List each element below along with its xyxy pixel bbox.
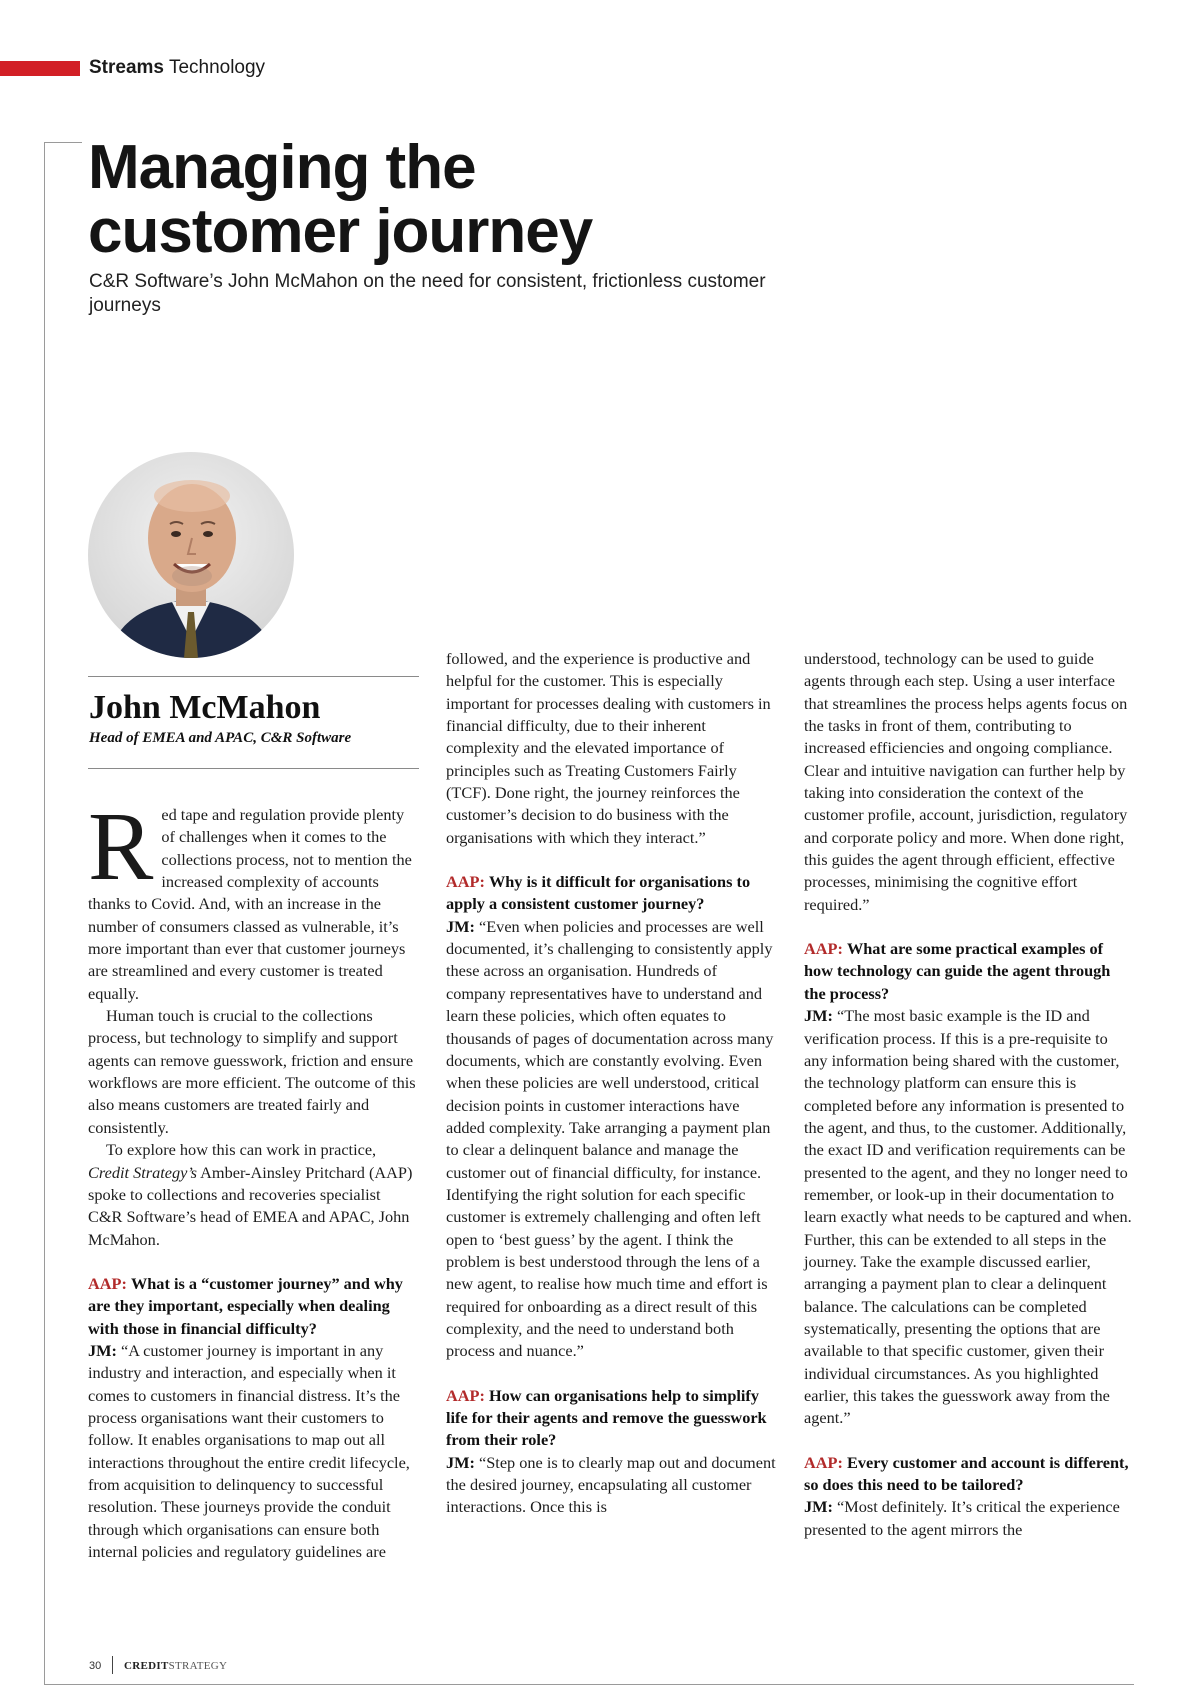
frame-line-bottom bbox=[44, 1684, 1134, 1685]
answer bbox=[446, 916, 776, 1363]
frame-line-top bbox=[44, 142, 82, 143]
answer: followed, and the experience is productive and helpful for the customer. This is especially important for processes dealing with customers in financial difficulty, due to their inherent complexity and the elevated importance of principles such as Treating Customers Fairly (TCF). Done right, the journey reinforces the customer’s decision to do business with the organisations with which they interact.” bbox=[446, 649, 771, 847]
article-headline bbox=[88, 133, 593, 266]
intro-text: ed tape and regulation provide plenty of challenges when it comes to the collections process, not to mention the increased complexity of accounts thanks to Covid. And, with an increase in the number of consumers classed as vulnerable, it’s more important than ever that customer journeys are streamlined and every customer is treated equally. bbox=[88, 805, 412, 1003]
question bbox=[446, 871, 776, 916]
section-label-bold: Streams bbox=[89, 57, 164, 78]
jm-label: JM: bbox=[446, 916, 475, 936]
aap-label: AAP: bbox=[804, 1452, 843, 1472]
portrait-illustration bbox=[88, 452, 294, 658]
drop-cap: R bbox=[88, 793, 154, 901]
question bbox=[804, 938, 1134, 1005]
page-number: 30 bbox=[89, 1660, 102, 1672]
footer-divider bbox=[112, 1656, 113, 1674]
bio-rule-top bbox=[88, 676, 419, 677]
intro-text: Amber-Ainsley Pritchard (AAP) spoke to collections and recoveries specialist C&R Software’s head of EMEA and APAC, John McMahon. bbox=[88, 1162, 413, 1249]
section-accent-bar bbox=[0, 61, 80, 76]
intro-text: To explore how this can work in practice, bbox=[106, 1140, 377, 1160]
jm-label: JM: bbox=[88, 1340, 117, 1360]
question-text: Every customer and account is different, so does this need to be tailored? bbox=[804, 1452, 1129, 1495]
answer: understood, technology can be used to guide agents through each step. Using a user interface that streamlines the process helps agents focus on the tasks in front of them, contributing to increased efficiencies and ongoing compliance. Clear and intuitive navigation can further help by taking into consideration the context of the customer profile, account, jurisdiction, regulatory and corporate policy and more. When done right, this guides the agent through efficient, effective processes, minimising the cognitive effort required.” bbox=[804, 649, 1128, 914]
question bbox=[446, 1385, 776, 1452]
column-3 bbox=[804, 648, 1134, 1541]
section-label-rest: Technology bbox=[168, 57, 266, 78]
aap-label: AAP: bbox=[446, 1385, 485, 1405]
magazine-footer-rest: STRATEGY bbox=[168, 1660, 228, 1672]
magazine-footer-logo bbox=[124, 1660, 227, 1672]
magazine-name: Credit Strategy’s bbox=[88, 1162, 197, 1182]
answer-text: “A customer journey is important in any industry and interaction, and especially when it comes to customers in financial distress. It’s the process organisations want their customers to follow. It enables organisations to map out all interactions throughout the entire credit lifecycle, from acquisition to delinquency to successful resolution. These journeys provide the conduit through which organisations can ensure both internal policies and regulatory guidelines are bbox=[88, 1340, 410, 1561]
frame-line-left bbox=[44, 142, 45, 1684]
answer-text: “The most basic example is the ID and verification process. If this is a pre-requisite to any information being shared with the customer, the technology platform can ensure this is completed before any information is presented to the agent, and thus, to the customer. Additionally, the exact ID and verification requirements can be presented to the agent, and they no longer need to remember, or look-up in their documentation to learn exactly what needs to be captured and when. Further, this can be extended to all steps in the journey. Take the example discussed earlier, arranging a payment plan to clear a delinquent balance. The calculations can be completed systematically, presenting the options that are available to that specific customer, given their individual circumstances. As you highlighted earlier, this takes the guesswork away from the agent.” bbox=[804, 1006, 1132, 1428]
answer-text: “Step one is to clearly map out and document the desired journey, encapsulating all customer interactions. Once this is bbox=[446, 1452, 776, 1517]
aap-label: AAP: bbox=[88, 1273, 127, 1293]
section-label bbox=[89, 57, 265, 79]
answer bbox=[804, 1496, 1134, 1541]
article-standfirst: C&R Software’s John McMahon on the need for consistent, frictionless customer journeys bbox=[89, 271, 766, 316]
aap-label: AAP: bbox=[446, 872, 485, 892]
question bbox=[804, 1452, 1134, 1497]
answer-text: “Even when policies and processes are well documented, it’s challenging to consistently apply these across an organisation. Hundreds of company representatives have to understand and learn these policies, which often equates to thousands of pages of documentation across many documents, which are constantly evolving. Even when these policies are well understood, critical decision points in customer interactions have added complexity. Take arranging a payment plan to clear a delinquent balance and manage the customer out of financial difficulty, for instance. Identifying the right solution for each specific customer is extremely challenging and often left open to ‘best guess’ by the agent. I think the problem is best understood through the lens of a new agent, to realise how much time and effort is required for onboarding as a direct result of this complexity, and the need to understand both process and nuance.” bbox=[446, 916, 774, 1361]
author-portrait bbox=[88, 452, 294, 658]
bio-rule-bottom bbox=[88, 768, 419, 769]
answer bbox=[804, 1005, 1134, 1430]
paragraph: Human touch is crucial to the collections process, but technology to simplify and support agents can remove guesswork, friction and ensure workflows are more efficient. The outcome of this also means customers are treated fairly and consistently. bbox=[88, 1006, 416, 1137]
jm-label: JM: bbox=[804, 1006, 833, 1026]
jm-label: JM: bbox=[804, 1497, 833, 1517]
bio-role: Head of EMEA and APAC, C&R Software bbox=[89, 730, 352, 746]
question bbox=[88, 1273, 418, 1340]
column-2 bbox=[446, 648, 776, 1519]
bio-name: John McMahon bbox=[89, 689, 321, 726]
answer-text: “Most definitely. It’s critical the experience presented to the agent mirrors the bbox=[804, 1497, 1120, 1539]
question-text: Why is it difficult for organisations to apply a consistent customer journey? bbox=[446, 872, 751, 914]
headline-line-2: customer journey bbox=[88, 197, 593, 266]
magazine-footer-bold: CREDIT bbox=[124, 1660, 169, 1672]
headline-line-1: Managing the bbox=[88, 133, 476, 202]
answer bbox=[88, 1340, 418, 1563]
aap-label: AAP: bbox=[804, 939, 843, 959]
jm-label: JM: bbox=[446, 1452, 475, 1472]
column-1 bbox=[88, 793, 418, 1563]
question-text: How can organisations help to simplify life for their agents and remove the guesswork from their role? bbox=[446, 1385, 767, 1450]
question-text: What is a “customer journey” and why are they important, especially when dealing with those in financial difficulty? bbox=[88, 1273, 403, 1338]
paragraph bbox=[88, 1139, 418, 1251]
question-text: What are some practical examples of how technology can guide the agent through the process? bbox=[804, 939, 1111, 1003]
paragraph bbox=[88, 793, 418, 1005]
answer bbox=[446, 1452, 776, 1519]
